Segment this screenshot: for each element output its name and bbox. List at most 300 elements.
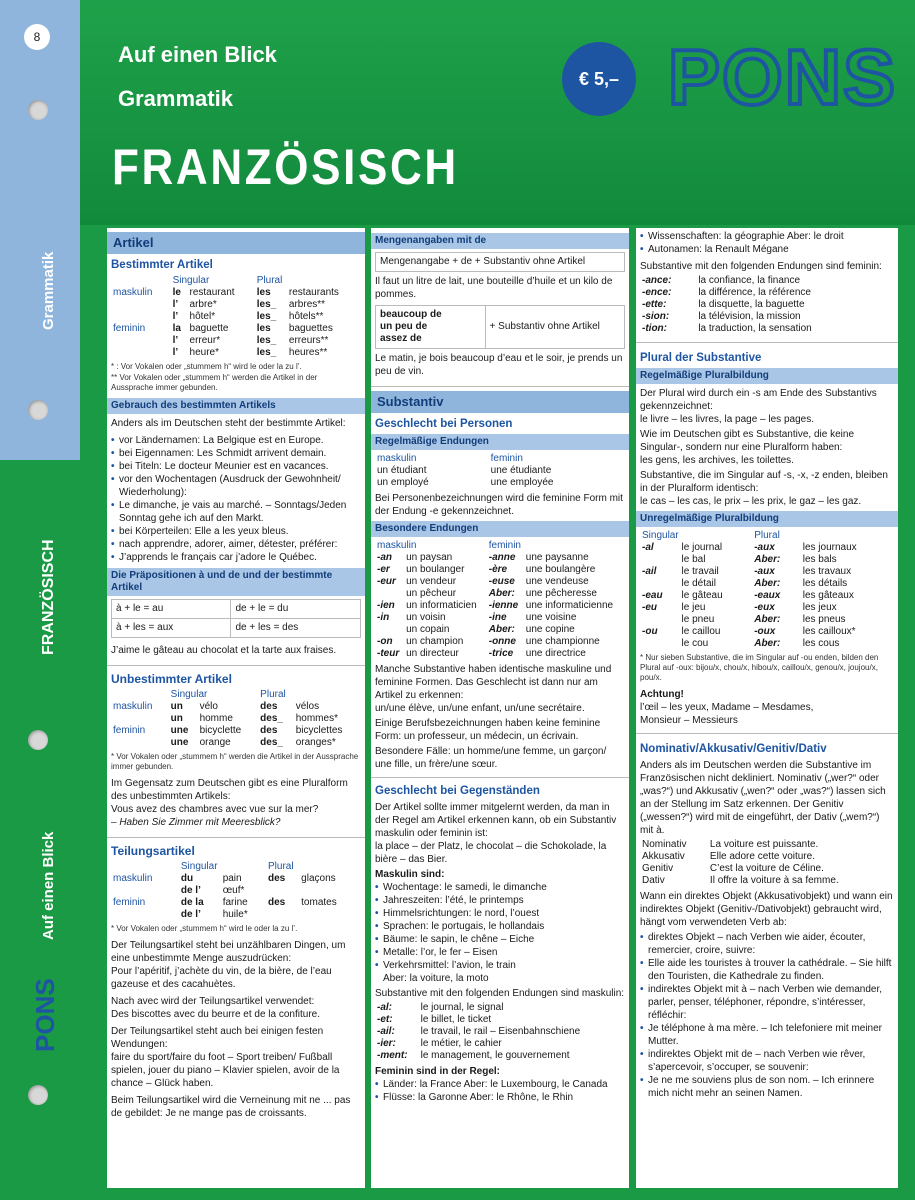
punch-hole (28, 1085, 48, 1105)
table-row (111, 347, 361, 359)
page-number: 8 (24, 24, 50, 50)
col-maskulin: maskulin (377, 453, 417, 464)
table-cell: hommes* (295, 713, 338, 724)
table-cell: une boulangère (525, 564, 596, 575)
table-cell: -eaux (754, 590, 781, 601)
table-cell: les travaux (802, 566, 852, 577)
table-cell: -aux (754, 566, 775, 577)
table-cell: heure* (189, 347, 219, 358)
footnote: ** Vor Vokalen oder „stummem h“ werden die Artikel in der Aussprache immer gebunden. (111, 373, 318, 392)
table-cell: Akkusativ (642, 851, 685, 862)
list-item: • direktes Objekt – nach Verben wie aider, écouter, remercier, croire, suivre: (640, 931, 894, 957)
list-item: • J’apprends le français car j’adore le Québec. (111, 551, 361, 564)
table-cell: un (170, 713, 183, 724)
table-cell: maskulin (113, 701, 153, 712)
table-cell: bicyclettes (295, 725, 343, 736)
table-regelmaessig (375, 453, 625, 489)
text: Anders als im Deutschen steht der bestimmte Artikel: (111, 418, 346, 429)
table-row (375, 1038, 625, 1050)
table-row (111, 737, 361, 749)
table-row (375, 477, 625, 489)
pons-logo: PONS (668, 33, 898, 121)
table-cell: -al: (377, 1002, 392, 1013)
table-cell: le gâteau (681, 590, 723, 601)
table-cell (640, 578, 680, 590)
spine-franzoesisch: FRANZÖSISCH (40, 539, 57, 655)
table-row (640, 863, 894, 875)
table-row (375, 636, 625, 648)
table-cell: Nominativ (642, 839, 687, 850)
table-unregelmaessig (640, 530, 894, 650)
heading-teilungsartikel: Teilungsartikel (111, 844, 195, 858)
table-row (375, 1014, 625, 1026)
table-cell: un étudiant (377, 465, 427, 476)
table-cell (299, 909, 361, 921)
heading-kasus: Nominativ/Akkusativ/Genitiv/Dativ (640, 743, 827, 755)
table-cell: une étudiante (490, 465, 552, 476)
text: Vous avez des chambres avec vue sur la mer? (111, 804, 319, 815)
list-item: • nach apprendre, adorer, aimer, détester, préférer: (111, 538, 361, 551)
table-cell: -ail: (377, 1026, 395, 1037)
table-cell: les détails (802, 578, 848, 589)
table-cell: l’ (172, 347, 179, 358)
table-row (640, 542, 894, 554)
table-cell: la traduction, la sensation (698, 323, 812, 334)
heading-regelmaessige-plural: Regelmäßige Pluralbildung (636, 368, 898, 384)
table-cell: des (268, 897, 286, 908)
table-row (375, 576, 625, 588)
table-cell: le métier, le cahier (420, 1038, 502, 1049)
text: Einige Berufsbezeichnungen haben keine feminine Form: un professeur, un médecin, un écrivain. (375, 718, 601, 742)
table-cell: -ier: (377, 1038, 396, 1049)
table-row (375, 1026, 625, 1038)
table-cell: arbres** (288, 299, 326, 310)
table-cell: orange (199, 737, 231, 748)
list-item: • Bäume: le sapin, le chêne – Eiche (375, 933, 625, 946)
table-cell: de la (180, 897, 204, 908)
table-row (375, 624, 625, 636)
heading-bestimmter: Bestimmter Artikel (111, 259, 213, 271)
table-cell: de + le = du (231, 600, 361, 619)
table-cell: Aber: (754, 638, 781, 649)
table-cell: -oux (754, 626, 776, 637)
table-cell: La voiture est puissante. (709, 839, 819, 850)
table-cell: les_ (256, 299, 277, 310)
list-item: • Himmelsrichtungen: le nord, l’ouest (375, 907, 625, 920)
text: Substantive, die im Singular auf -s, -x, -z enden, bleiben in der Pluralform identisch: (640, 470, 888, 494)
text: la place – der Platz, le chocolat – die Schokolade, la bière – das Bier. (375, 841, 607, 865)
table-cell: une championne (525, 636, 600, 647)
table-cell: de + les = des (231, 619, 361, 638)
col-singular: Singular (170, 689, 208, 700)
table-cell: le jeu (681, 602, 706, 613)
header-line2: Grammatik (118, 86, 233, 111)
table-cell: -ette: (642, 299, 667, 310)
text: J’aime le gâteau au chocolat et la tarte aux fraises. (111, 645, 337, 656)
table-cell: -ine (488, 612, 507, 623)
text: Der Teilungsartikel steht auch bei einigen festen Wendungen: (111, 1026, 324, 1050)
table-row (375, 465, 625, 477)
column-3 (636, 228, 898, 1188)
table-cell: -an (377, 552, 392, 563)
table-cell: -in (377, 612, 390, 623)
column-2 (371, 228, 629, 1188)
table-cell: une informaticienne (525, 600, 614, 611)
table-cell (111, 737, 169, 749)
table-cell: le caillou (681, 626, 721, 637)
spine-grammatik: Grammatik (40, 251, 57, 330)
table-row (112, 619, 361, 638)
list-item: • Flüsse: la Garonne Aber: le Rhône, le Rhin (375, 1091, 625, 1104)
table-cell: le management, le gouvernement (420, 1050, 570, 1061)
table-besondere (375, 540, 625, 660)
table-cell: -eu (642, 602, 657, 613)
table-cell: erreurs** (288, 335, 329, 346)
table-cell (111, 885, 179, 897)
table-cell: un informaticien (406, 600, 477, 611)
menge-rule: + Substantiv ohne Artikel (485, 306, 624, 349)
table-cell: à + les = aux (112, 619, 231, 638)
table-cell: erreur* (189, 335, 221, 346)
list-objekte (640, 931, 894, 1100)
table-cell: la différence, la référence (698, 287, 811, 298)
list-item: • Jahreszeiten: l’été, le printemps (375, 894, 625, 907)
table-cell (375, 624, 404, 636)
table-cell: Aber: (754, 578, 781, 589)
list-feminin-cont (640, 230, 894, 256)
table-row (375, 588, 625, 600)
text: Feminin sind in der Regel: (375, 1066, 501, 1077)
table-cell: hôtel* (189, 311, 216, 322)
list-item: • Je ne me souviens plus de son nom. – Ich erinnere mich nicht mehr an seinen Namen. (640, 1074, 894, 1100)
table-cell: tomates (301, 897, 337, 908)
table-row (640, 614, 894, 626)
text: Im Gegensatz zum Deutschen gibt es eine Pluralform des unbestimmten Artikels: (111, 778, 348, 802)
list-item: • Metalle: l’or, le fer – Eisen (375, 946, 625, 959)
table-cell: les (256, 287, 271, 298)
list-maskulin (375, 881, 625, 972)
col-feminin: feminin (490, 453, 523, 464)
list-gebrauch (111, 434, 361, 564)
table-cell (640, 638, 680, 650)
table-kasus (640, 839, 894, 887)
table-cell: des (260, 701, 278, 712)
table-cell: de l’ (180, 909, 201, 920)
text: Beim Teilungsartikel wird die Verneinung mit ne ... pas de gebildet: Je ne mange pas de croissants. (111, 1095, 351, 1119)
table-row (640, 638, 894, 650)
table-cell (111, 311, 171, 323)
table-cell: l’ (172, 299, 179, 310)
table-cell: -et: (377, 1014, 393, 1025)
text: Wann ein direktes Objekt (Akkusativobjekt) und wann ein indirektes Objekt (Genitiv-/Dativobjekt) gebraucht wird, hängt vom verwendeten Verb ab: (640, 891, 893, 928)
list-item: • Wissenschaften: la géographie Aber: le droit (640, 230, 894, 243)
table-cell: homme (199, 713, 233, 724)
menge-item: un peu de (380, 321, 428, 332)
price-badge: € 5,– (562, 42, 636, 116)
table-cell: les cailloux* (802, 626, 856, 637)
table-row (111, 299, 361, 311)
table-cell: farine (222, 897, 248, 908)
table-cell: des_ (260, 713, 283, 724)
table-row (640, 275, 894, 287)
table-endungen-feminin (640, 275, 894, 335)
table-cell: du (180, 873, 194, 884)
list-item: • Sprachen: le portugais, le hollandais (375, 920, 625, 933)
text: Maskulin sind: (375, 869, 445, 880)
text: Aber: la voiture, la moto (383, 973, 489, 984)
table-cell: un employé (377, 477, 429, 488)
table-row (640, 566, 894, 578)
table-cell: le billet, le ticket (420, 1014, 492, 1025)
list-item: • Autonamen: la Renault Mégane (640, 243, 894, 256)
table-cell: oranges* (295, 737, 336, 748)
table-cell: un vendeur (406, 576, 457, 587)
table-cell: les cous (802, 638, 840, 649)
table-cell: -euse (488, 576, 515, 587)
table-cell: vélo (199, 701, 218, 712)
table-cell: de l’ (180, 885, 201, 896)
text: Le matin, je bois beaucoup d’eau et le soir, je prends un peu de vin. (375, 353, 623, 377)
table-cell: Genitiv (642, 863, 674, 874)
table-cell: une directrice (525, 648, 586, 659)
table-cell: les (256, 323, 271, 334)
col-plural: Plural (260, 689, 286, 700)
list-item: • Je téléphone à ma mère. – Ich telefoniere mit meiner Mutter. (640, 1022, 894, 1048)
table-cell: l’ (172, 311, 179, 322)
heading-geschlecht-gegenstaende: Geschlecht bei Gegenständen (375, 785, 540, 797)
table-cell: le détail (681, 578, 716, 589)
table-cell: -ère (488, 564, 508, 575)
box-mengenangabe (375, 252, 625, 272)
table-mengen (375, 305, 625, 349)
table-cell: vélos (295, 701, 320, 712)
table-cell: -sion: (642, 311, 670, 322)
table-cell: un paysan (406, 552, 453, 563)
table-cell: -anne (488, 552, 516, 563)
table-cell: des_ (260, 737, 283, 748)
punch-hole (28, 400, 48, 420)
table-cell: la télévision, la mission (698, 311, 801, 322)
section-artikel: Artikel (107, 232, 365, 254)
text: Der Plural wird durch ein -s am Ende des Substantivs gekennzeichnet: (640, 388, 877, 412)
col-singular: Singular (180, 861, 218, 872)
text: Substantive mit den folgenden Endungen sind feminin: (640, 261, 882, 272)
punch-hole (28, 730, 48, 750)
list-item: • bei Körperteilen: Elle a les yeux bleus. (111, 525, 361, 538)
text: Anders als im Deutschen werden die Substantive im Französischen nicht dekliniert. Nominativ („wer?“ oder „was?“) und Akkusativ („wen?“ oder „was?“) lassen sich an der Stellung im Satz erkennen. Der Genitiv („wessen?“) wird mit de eingeführt, der Dativ („wem?“) mit à. (640, 760, 886, 836)
table-row (640, 839, 894, 851)
table-cell: la (172, 323, 181, 334)
table-unbestimmter (111, 689, 361, 749)
heading-unregelmaessige-plural: Unregelmäßige Pluralbildung (636, 511, 898, 527)
header-line1: Auf einen Blick (118, 42, 277, 67)
table-cell: glaçons (301, 873, 336, 884)
table-cell: les bals (802, 554, 837, 565)
table-cell: une vendeuse (525, 576, 589, 587)
table-cell: le (172, 287, 181, 298)
table-cell: le travail (681, 566, 719, 577)
table-cell: les_ (256, 347, 277, 358)
table-cell: une pêcheresse (525, 588, 597, 599)
table-cell: baguette (189, 323, 229, 334)
table-cell: Aber: (754, 614, 781, 625)
table-cell: -tion: (642, 323, 667, 334)
table-cell (111, 347, 171, 359)
heading-gebrauch: Gebrauch des bestimmten Artikels (107, 398, 365, 414)
col-plural: Plural (754, 530, 780, 541)
table-row (111, 725, 361, 737)
text: un/une élève, un/une enfant, un/une secrétaire. (375, 703, 585, 714)
table-cell: le pneu (681, 614, 715, 625)
spine-logo: PONS (30, 978, 60, 1052)
table-cell: un voisin (406, 612, 446, 623)
text: Nach avec wird der Teilungsartikel verwendet: (111, 996, 315, 1007)
table-row (111, 323, 361, 335)
table-row (111, 713, 361, 725)
heading-regelmaessig: Regelmäßige Endungen (371, 434, 629, 450)
table-row (111, 909, 361, 921)
table-cell: des (260, 725, 278, 736)
table-cell: une copine (525, 624, 575, 635)
table-cell: pain (222, 873, 242, 884)
table-cell (111, 335, 171, 347)
heading-mengenangaben: Mengenangaben mit de (371, 233, 629, 249)
table-row (111, 885, 361, 897)
table-cell: œuf* (222, 885, 245, 896)
table-cell: des (268, 873, 286, 884)
table-row (375, 1002, 625, 1014)
list-item: • Verkehrsmittel: l’avion, le train (375, 959, 625, 972)
col-singular: Singular (172, 275, 210, 286)
table-row (112, 600, 361, 619)
table-cell: -al (642, 542, 654, 553)
list-feminin (375, 1078, 625, 1104)
table-teilungsartikel (111, 861, 361, 921)
menge-item: assez de (380, 333, 422, 344)
text: – Haben Sie Zimmer mit Meeresblick? (111, 817, 281, 828)
table-row (640, 299, 894, 311)
table-cell (640, 614, 680, 626)
table-row (640, 851, 894, 863)
text: le livre – les livres, la page – les pages. (640, 414, 814, 425)
table-cell: -er (377, 564, 390, 575)
col-singular: Singular (642, 530, 679, 541)
table-row (111, 897, 361, 909)
table-cell: le cou (681, 638, 709, 649)
table-row (111, 701, 361, 713)
table-cell: Dativ (642, 875, 665, 886)
table-row (111, 311, 361, 323)
list-item: • Länder: la France Aber: le Luxembourg, le Canada (375, 1078, 625, 1091)
table-cell (299, 885, 361, 897)
table-cell: C’est la voiture de Céline. (709, 863, 824, 874)
table-cell: maskulin (113, 287, 153, 298)
list-item: • Le dimanche, je vais au marché. – Sonntags/Jeden Sonntag gehe ich auf den Markt. (111, 499, 361, 525)
punch-hole (28, 100, 48, 120)
table-cell: -ment: (377, 1050, 408, 1061)
table-cell: -trice (488, 648, 514, 659)
page-title: FRANZÖSISCH (112, 139, 459, 195)
text: Monsieur – Messieurs (640, 715, 738, 726)
table-cell: le bal (681, 554, 706, 565)
footnote: * Vor Vokalen oder „stummem h“ wird le oder la zu l’. (111, 924, 298, 933)
table-cell: -ance: (642, 275, 672, 286)
table-cell (266, 885, 299, 897)
table-cell: -eux (754, 602, 775, 613)
formula: Mengenangabe + de + Substantiv ohne Artikel (376, 253, 625, 272)
table-cell: à + le = au (112, 600, 231, 619)
table-cell: le travail, le rail – Eisenbahnschiene (420, 1026, 581, 1037)
table-cell: le journal, le signal (420, 1002, 504, 1013)
table-cell: la disquette, la baguette (698, 299, 805, 310)
text: faire du sport/faire du foot – Sport treiben/ Fußball spielen, jouer du piano – Klavier spielen, avoir de la chance – Glück haben. (111, 1052, 340, 1089)
table-cell: un directeur (406, 648, 459, 659)
table-row (111, 873, 361, 885)
table-cell: -ail (642, 566, 657, 577)
text: Des biscottes avec du beurre et de la confiture. (111, 1009, 321, 1020)
table-cell: bicyclette (199, 725, 242, 736)
menge-item: beaucoup de (380, 309, 442, 320)
text: Wie im Deutschen gibt es Substantive, die keine Singular-, sondern nur eine Pluralform haben: (640, 429, 854, 453)
list-item: • indirektes Objekt mit de – nach Verben wie rêver, s’apercevoir, s’occuper, se souvenir: (640, 1048, 894, 1074)
table-cell: hôtels** (288, 311, 324, 322)
table-cell: -ence: (642, 287, 672, 298)
table-row (640, 311, 894, 323)
table-cell: -teur (377, 648, 400, 659)
table-row (640, 578, 894, 590)
table-bestimmter (111, 275, 361, 359)
col-plural: Plural (256, 275, 283, 286)
list-item: • vor den Wochentagen (Ausdruck der Gewohnheit/ Wiederholung): (111, 473, 361, 499)
table-cell: un boulanger (406, 564, 465, 575)
table-row (111, 335, 361, 347)
list-item: • indirektes Objekt mit à – nach Verben wie demander, parler, penser, téléphoner, répondre, s’intéresser, réfléchir: (640, 983, 894, 1022)
heading-geschlecht-personen: Geschlecht bei Personen (375, 418, 513, 430)
text: Il faut un litre de lait, une bouteille d’huile et un kilo de pommes. (375, 276, 613, 300)
table-row (375, 648, 625, 660)
text: Der Teilungsartikel steht bei unzählbaren Dingen, um eine unbestimmte Menge auszudrücken: (111, 940, 346, 964)
list-item: • bei Titeln: Le docteur Meunier est en vacances. (111, 460, 361, 473)
table-cell: Aber: (488, 624, 515, 635)
list-item: • vor Ländernamen: La Belgique est en Europe. (111, 434, 361, 447)
table-row (640, 602, 894, 614)
table-cell: -ienne (488, 600, 519, 611)
table-cell (111, 299, 171, 311)
table-cell: un (170, 701, 183, 712)
table-cell: le journal (681, 542, 723, 553)
table-cell: Aber: (488, 588, 515, 599)
table-row (375, 564, 625, 576)
col-feminin: feminin (488, 540, 521, 551)
table-cell: un pêcheur (406, 588, 457, 599)
table-row (640, 875, 894, 887)
table-cell: -ien (377, 600, 395, 611)
table-cell (640, 554, 680, 566)
table-cell: les gâteaux (802, 590, 854, 601)
table-cell: -eur (377, 576, 396, 587)
text: Achtung! (640, 689, 684, 700)
table-cell: Aber: (754, 554, 781, 565)
list-item: • Elle aide les touristes à trouver la cathédrale. – Sie hilft den Touristen, die Kathedrale zu finden. (640, 957, 894, 983)
table-cell: une paysanne (525, 552, 589, 563)
table-row (375, 600, 625, 612)
table-praepositionen (111, 599, 361, 638)
col-plural: Plural (268, 861, 294, 872)
table-cell: restaurant (189, 287, 235, 298)
table-cell: -eau (642, 590, 663, 601)
heading-praepositionen: Die Präpositionen à und de und der bestimmte Artikel (107, 568, 365, 596)
table-cell: feminin (113, 897, 146, 908)
